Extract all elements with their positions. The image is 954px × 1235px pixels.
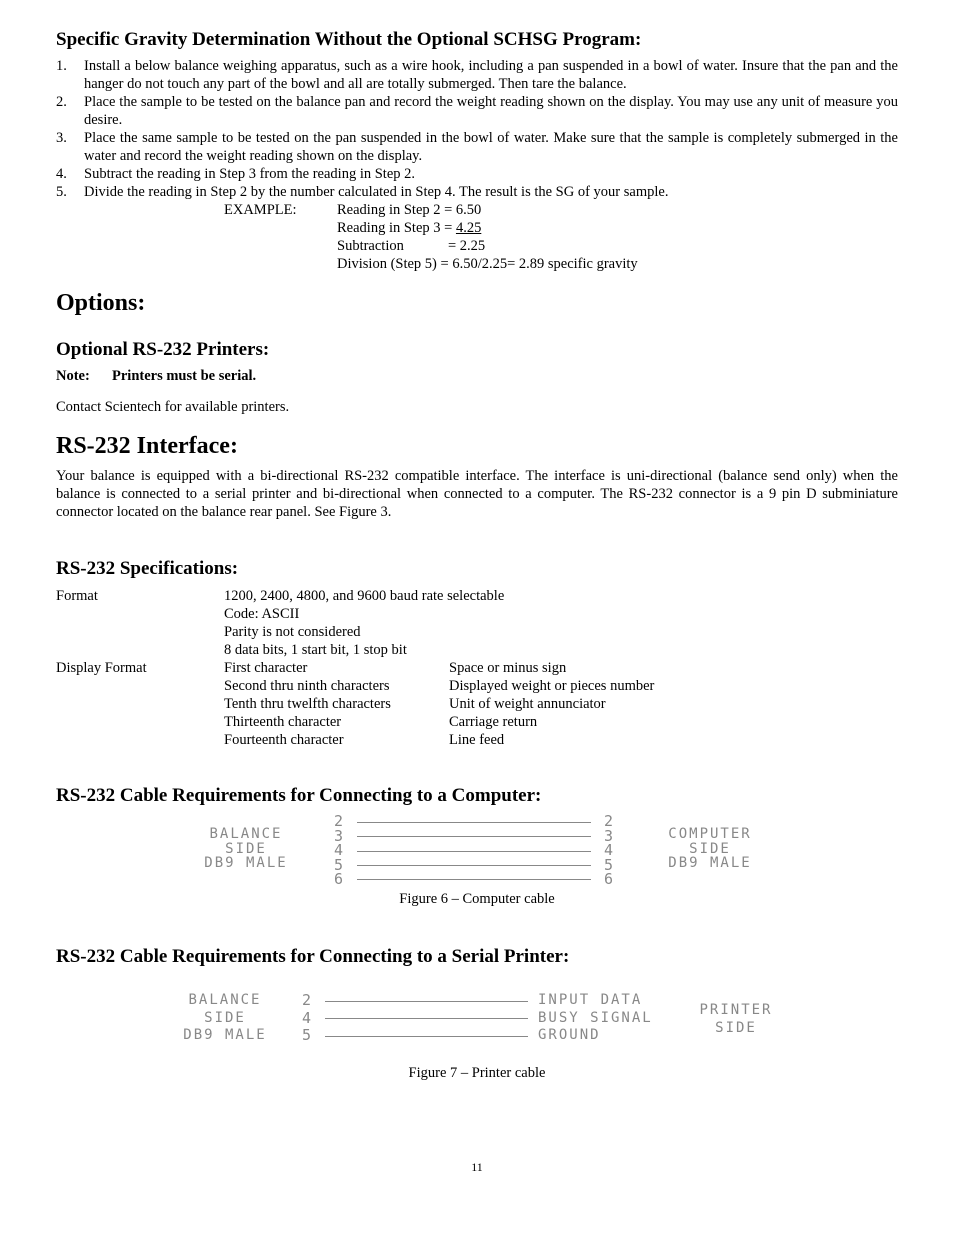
step-number: 5. (56, 184, 67, 200)
example-subtraction-label: Subtraction (337, 238, 404, 254)
step-text: Place the same sample to be tested on the pan suspended in the bowl of water. Make sure that the sample is completely submerged in the water and record the weight reading shown on the display. (84, 130, 898, 164)
pin-number: 2 (334, 812, 344, 830)
pin-number: 2 (302, 991, 312, 1009)
display-format-label: Display Format (56, 660, 147, 676)
wire (325, 1018, 528, 1019)
format-line: 8 data bits, 1 start bit, 1 stop bit (224, 642, 407, 658)
page-number: 11 (471, 1160, 483, 1174)
step-number: 2. (56, 94, 67, 110)
left-pin-column (334, 814, 343, 887)
step-text: Place the sample to be tested on the balance pan and record the weight reading shown on the display. You may use any unit of measure you desire. (84, 94, 898, 128)
label-line: DB9 MALE (668, 855, 752, 871)
display-row-what: Tenth thru twelfth characters (224, 696, 391, 712)
contact-text: Contact Scientech for available printers. (56, 399, 290, 415)
options-heading: Options: (56, 290, 146, 316)
note-label: Note: (56, 368, 90, 384)
wire (325, 1036, 528, 1037)
label-line: SIDE (689, 840, 731, 857)
sg-step (56, 129, 898, 165)
sg-step (56, 183, 898, 201)
display-row-meaning: Line feed (449, 732, 505, 748)
example-line: Reading in Step 2 = 6.50 (337, 202, 482, 218)
signal-label: BUSY SIGNAL (538, 1009, 653, 1026)
label-line: PRINTER (699, 1002, 773, 1018)
example-line: Division (Step 5) = 6.50/2.25= 2.89 specific gravity (337, 256, 638, 272)
example-subtraction-value: = 2.25 (448, 238, 486, 254)
display-row-meaning: Space or minus sign (449, 660, 567, 676)
display-row-what: Fourteenth character (224, 732, 344, 748)
computer-right-label (650, 827, 770, 871)
label-line: COMPUTER (668, 826, 752, 842)
label-line: BALANCE (209, 826, 283, 842)
sg-heading: Specific Gravity Determination Without the Optional SCHSG Program: (56, 29, 642, 50)
wire (357, 879, 591, 880)
computer-left-label (186, 827, 306, 871)
step-text: Install a below balance weighing apparatus, such as a wire hook, including a pan suspended in a bowl of water. Insure that the pan and the hanger do not touch any part of the bowl and all are totally submerged. Then tare the balance. (84, 58, 898, 92)
format-label: Format (56, 588, 98, 604)
pin-number: 5 (604, 855, 614, 874)
note-text: Printers must be serial. (112, 368, 257, 384)
display-row-what: Thirteenth character (224, 714, 342, 730)
figure-6-caption: Figure 6 – Computer cable (399, 891, 555, 907)
pin-number: 5 (302, 1026, 312, 1044)
step-text: Divide the reading in Step 2 by the number calculated in Step 4. The result is the SG of your sample. (84, 184, 669, 200)
printers-heading: Optional RS-232 Printers: (56, 339, 270, 360)
printer-right-label (690, 1002, 782, 1037)
step-text: Subtract the reading in Step 3 from the reading in Step 2. (84, 166, 416, 182)
computer-cable-heading: RS-232 Cable Requirements for Connecting to a Computer: (56, 785, 542, 806)
step-number: 3. (56, 130, 67, 146)
right-pin-column (604, 814, 613, 887)
format-line: 1200, 2400, 4800, and 9600 baud rate selectable (224, 588, 505, 604)
display-row-meaning: Unit of weight annunciator (449, 696, 606, 712)
interface-body: Your balance is equipped with a bi-directional RS-232 compatible interface. The interface is uni-directional (balance send only) when the balance is connected to a serial printer and bi-directional when connected to a computer. The RS-232 connector is a 9 pin D subminiature connector located on the balance rear panel. See Figure 3. (56, 468, 898, 520)
wire (357, 836, 591, 837)
printer-signal-labels (538, 992, 653, 1045)
pin-number: 4 (604, 841, 614, 859)
example-line (337, 219, 481, 237)
display-row-what: Second thru ninth characters (224, 678, 390, 694)
label-line: BALANCE (188, 992, 262, 1008)
pin-number: 4 (302, 1008, 312, 1027)
printer-cable-heading: RS-232 Cable Requirements for Connecting to a Serial Printer: (56, 946, 570, 967)
display-row-meaning: Carriage return (449, 714, 538, 730)
display-row-meaning: Displayed weight or pieces number (449, 678, 655, 694)
label-line: SIDE (204, 1009, 246, 1026)
wire (357, 851, 591, 852)
format-line: Parity is not considered (224, 624, 361, 640)
display-row-what: First character (224, 660, 308, 676)
step-number: 1. (56, 58, 67, 74)
label-line: SIDE (715, 1019, 757, 1036)
example-underlined-value: 4.25 (455, 220, 482, 236)
label-line: DB9 MALE (204, 855, 288, 871)
pin-number: 3 (604, 826, 614, 845)
printer-left-label (168, 992, 282, 1045)
signal-label: GROUND (538, 1027, 601, 1043)
step-number: 4. (56, 166, 67, 182)
interface-heading: RS-232 Interface: (56, 433, 238, 459)
pin-number: 5 (334, 855, 344, 874)
example-label: EXAMPLE: (224, 202, 297, 218)
sg-step (56, 57, 898, 93)
label-line: SIDE (225, 840, 267, 857)
format-line: Code: ASCII (224, 606, 300, 622)
signal-label: INPUT DATA (538, 992, 643, 1008)
pin-number: 3 (334, 826, 344, 845)
pin-number: 2 (604, 812, 614, 830)
sg-step (56, 165, 898, 183)
wire (325, 1001, 528, 1002)
wire (357, 865, 591, 866)
wire (357, 822, 591, 823)
sg-step (56, 93, 898, 129)
pin-number: 6 (334, 870, 344, 888)
printer-pin-column (302, 992, 311, 1045)
label-line: DB9 MALE (183, 1027, 267, 1043)
pin-number: 6 (604, 870, 614, 888)
pin-number: 4 (334, 841, 344, 859)
example-line-prefix: Reading in Step 3 = (337, 220, 456, 236)
figure-7-caption: Figure 7 – Printer cable (408, 1065, 546, 1081)
specs-heading: RS-232 Specifications: (56, 558, 239, 579)
